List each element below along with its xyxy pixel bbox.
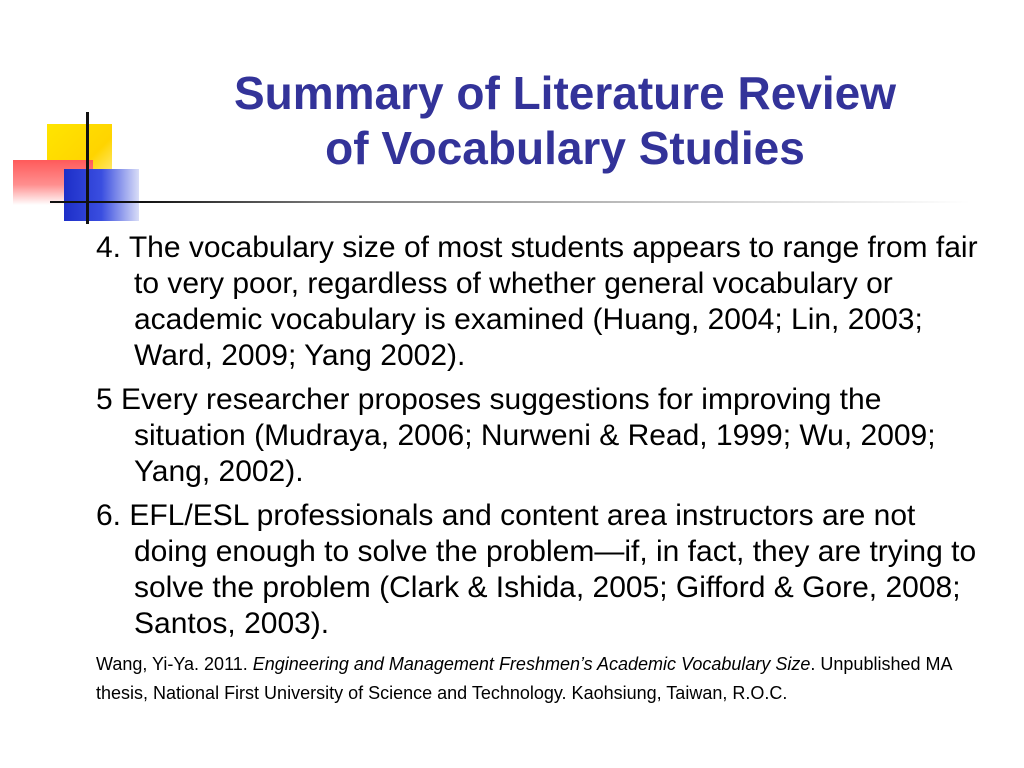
- slide-title-line-2: of Vocabulary Studies: [325, 122, 805, 174]
- list-item: 4. The vocabulary size of most students appears to range from fair to very poor, regardless of whether general vocabulary or academic vocabulary is examined (Huang, 2004; Lin, 2003; Ward, 2009; Yang 2002).: [96, 231, 978, 372]
- list-item: 5 Every researcher proposes suggestions for improving the situation (Mudraya, 2006; Nurweni & Read, 1999; Wu, 2009; Yang, 2002).: [96, 383, 936, 488]
- slide-title: [150, 66, 980, 176]
- citation-author-year: Wang, Yi-Ya. 2011.: [96, 654, 253, 674]
- slide-title-line-1: Summary of Literature Review: [233, 67, 897, 119]
- vertical-line-decoration: [86, 112, 89, 224]
- list-item: 6. EFL/ESL professionals and content area instructors are not doing enough to solve the problem—if, in fact, they are trying to solve the problem (Clark & Ishida, 2005; Gifford & Gore, 2008; Santos, 2003).: [96, 499, 977, 640]
- citation-work-title: Engineering and Management Freshmen’s Academic Vocabulary Size: [252, 654, 811, 674]
- source-citation: [96, 650, 991, 708]
- title-underline-divider: [50, 201, 970, 203]
- slide-body: [96, 230, 991, 708]
- blue-square-decoration: [64, 169, 139, 221]
- citation-details: . Unpublished MA thesis, National First University of Science and Technology. Kaohsiung, Taiwan, R.O.C.: [96, 654, 952, 703]
